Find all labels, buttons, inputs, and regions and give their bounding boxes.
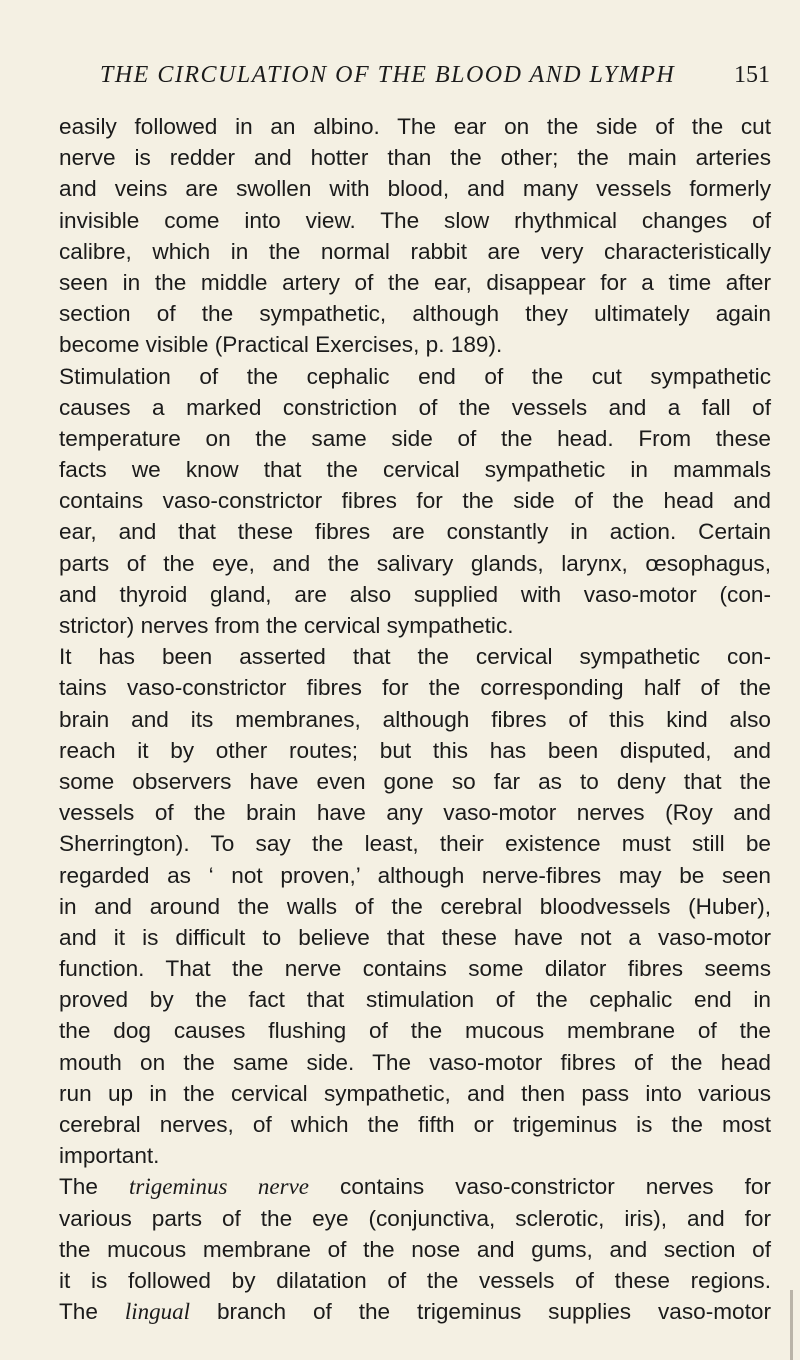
text-line: various parts of the eye (conjunctiva, sclerotic, iris), and for: [59, 1205, 771, 1231]
text-line: vessels of the brain have any vaso-motor nerves (Roy and: [59, 800, 771, 826]
text-run: contains vaso-constrictor nerves for: [309, 1174, 772, 1200]
text-line: temperature on the same side of the head. From these: [59, 425, 771, 451]
text-line: nerve is redder and hotter than the other; the main arteries: [59, 145, 771, 171]
text-line: contains vaso-constrictor fibres for the side of the head and: [59, 488, 771, 514]
text-line: and it is difficult to believe that these have not a vaso-motor: [59, 924, 771, 950]
text-line: easily followed in an albino. The ear on the side of the cut: [59, 114, 771, 139]
running-head: [100, 62, 770, 94]
text-line: cerebral nerves, of which the fifth or trigeminus is the most: [59, 1112, 771, 1137]
page-number: 151: [734, 62, 770, 88]
text-line: become visible (Practical Exercises, p. 189).: [59, 332, 503, 358]
text-line: run up in the cervical sympathetic, and then pass into various: [59, 1080, 771, 1106]
text-line: the dog causes flushing of the mucous membrane of the: [59, 1018, 771, 1044]
text-line-lingual: [59, 1296, 771, 1327]
text-line: facts we know that the cervical sympathetic in mammals: [59, 457, 771, 483]
page-edge-shadow: [790, 1290, 793, 1360]
running-title: THE CIRCULATION OF THE BLOOD AND LYMPH: [100, 62, 676, 88]
text-line: important.: [59, 1143, 160, 1169]
text-line: parts of the eye, and the salivary glands, larynx, œsophagus,: [59, 550, 771, 576]
text-line: Sherrington). To say the least, their existence must still be: [59, 831, 771, 857]
text-line: causes a marked constriction of the vessels and a fall of: [59, 394, 771, 420]
text-line: section of the sympathetic, although they ultimately again: [59, 301, 771, 327]
text-line-trigeminus: [59, 1171, 771, 1202]
text-run: The: [59, 1174, 129, 1200]
text-line: ear, and that these fibres are constantly in action. Certain: [59, 519, 771, 545]
text-line: brain and its membranes, although fibres of this kind also: [59, 706, 771, 732]
text-line: tains vaso-constrictor fibres for the corresponding half of the: [59, 675, 771, 701]
text-line: invisible come into view. The slow rhythmical changes of: [59, 207, 771, 233]
text-run: The: [59, 1299, 125, 1325]
text-line: and veins are swollen with blood, and many vessels formerly: [59, 176, 771, 202]
text-line: strictor) nerves from the cervical sympathetic.: [59, 613, 514, 638]
body-text: [59, 111, 771, 1327]
text-line: some observers have even gone so far as to deny that the: [59, 768, 771, 794]
text-line: regarded as ‘ not proven,’ although nerve-fibres may be seen: [59, 862, 771, 888]
italic-term-lingual: lingual: [124, 1299, 191, 1325]
text-line: mouth on the same side. The vaso-motor fibres of the head: [59, 1049, 771, 1075]
text-line: in and around the walls of the cerebral bloodvessels (Huber),: [59, 893, 771, 919]
text-line: function. That the nerve contains some dilator fibres seems: [59, 956, 771, 982]
text-line: and thyroid gland, are also supplied with vaso-motor (con-: [59, 581, 771, 607]
italic-term-trigeminus-nerve: trigeminus nerve: [129, 1174, 309, 1200]
text-line: calibre, which in the normal rabbit are very characteristically: [59, 238, 771, 264]
text-line: It has been asserted that the cervical sympathetic con-: [59, 644, 771, 670]
text-run: branch of the trigeminus supplies vaso-motor: [190, 1299, 771, 1325]
text-line: seen in the middle artery of the ear, disappear for a time after: [59, 269, 771, 295]
text-line: proved by the fact that stimulation of the cephalic end in: [59, 987, 771, 1013]
text-line: Stimulation of the cephalic end of the cut sympathetic: [59, 363, 771, 389]
text-line: the mucous membrane of the nose and gums, and section of: [59, 1236, 771, 1262]
text-line: it is followed by dilatation of the vessels of these regions.: [59, 1267, 771, 1293]
text-line: reach it by other routes; but this has been disputed, and: [59, 737, 771, 763]
